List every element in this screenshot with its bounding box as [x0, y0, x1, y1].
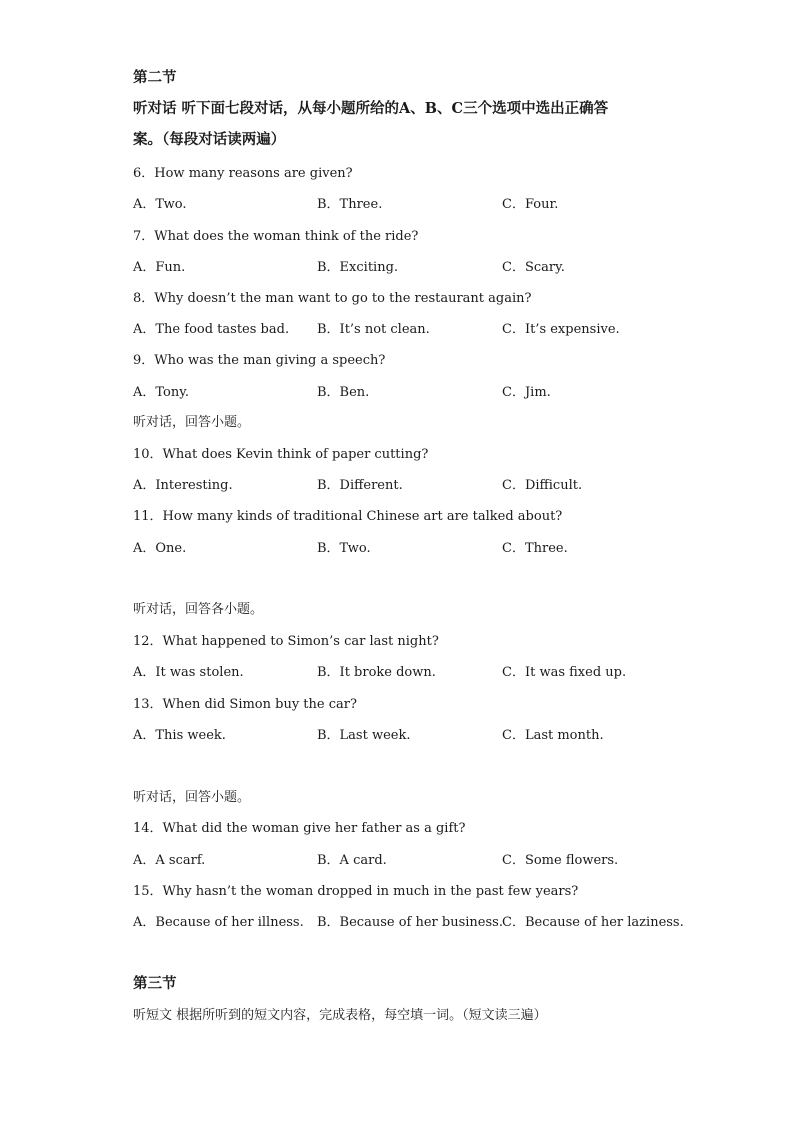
- question-8-option-b: B．It’s not clean.: [317, 322, 430, 337]
- section-2-title: 第二节: [133, 69, 177, 86]
- question-8-option-c: C．It’s expensive.: [502, 322, 620, 337]
- question-13-option-b: B．Last week.: [317, 728, 411, 743]
- question-10-option-a: A．Interesting.: [133, 478, 233, 493]
- question-10-stem: 10．What does Kevin think of paper cutting?: [133, 447, 429, 462]
- question-6-option-a: A．Two.: [133, 197, 187, 212]
- question-14-option-c: C．Some flowers.: [502, 853, 619, 868]
- question-13-option-c: C．Last month.: [502, 728, 604, 743]
- section-3-instruction: 听短文 根据所听到的短文内容，完成表格，每空填一词。（短文读三遍）: [133, 1008, 547, 1023]
- question-9-option-a: A．Tony.: [133, 385, 189, 400]
- section-2-instruction-line-2: 案。（每段对话读两遍）: [133, 131, 286, 148]
- question-9-option-b: B．Ben.: [317, 385, 370, 400]
- question-13-option-a: A．This week.: [133, 728, 226, 743]
- section-2-instruction-line-1: 听对话 听下面七段对话，从每小题所给的A、B、C三个选项中选出正确答: [133, 100, 609, 117]
- question-8-option-a: A．The food tastes bad.: [133, 322, 290, 337]
- question-10-option-b: B．Different.: [317, 478, 403, 493]
- question-11-stem: 11．How many kinds of traditional Chinese art are talked about?: [133, 509, 563, 524]
- question-12-option-c: C．It was fixed up.: [502, 665, 627, 680]
- question-7-option-a: A．Fun.: [133, 260, 186, 275]
- question-14-option-b: B．A card.: [317, 853, 387, 868]
- dialogue-prompt-2: 听对话，回答各小题。: [133, 602, 264, 617]
- question-9-stem: 9．Who was the man giving a speech?: [133, 353, 386, 368]
- dialogue-prompt-3: 听对话，回答小题。: [133, 790, 251, 805]
- question-6-option-b: B．Three.: [317, 197, 383, 212]
- question-15-option-c: C．Because of her laziness.: [502, 915, 684, 930]
- question-10-option-c: C．Difficult.: [502, 478, 583, 493]
- question-6-option-c: C．Four.: [502, 197, 559, 212]
- question-15-stem: 15．Why hasn’t the woman dropped in much in the past few years?: [133, 884, 579, 899]
- question-11-option-b: B．Two.: [317, 541, 371, 556]
- dialogue-prompt-1: 听对话，回答小题。: [133, 415, 251, 430]
- section-3-title: 第三节: [133, 975, 177, 992]
- question-11-option-a: A．One.: [133, 541, 187, 556]
- question-12-option-b: B．It broke down.: [317, 665, 436, 680]
- question-14-option-a: A．A scarf.: [133, 853, 206, 868]
- question-7-option-c: C．Scary.: [502, 260, 565, 275]
- question-7-stem: 7．What does the woman think of the ride?: [133, 229, 419, 244]
- question-6-stem: 6．How many reasons are given?: [133, 166, 353, 181]
- question-13-stem: 13．When did Simon buy the car?: [133, 697, 357, 712]
- question-12-option-a: A．It was stolen.: [133, 665, 244, 680]
- question-8-stem: 8．Why doesn’t the man want to go to the restaurant again?: [133, 291, 532, 306]
- question-9-option-c: C．Jim.: [502, 385, 551, 400]
- question-7-option-b: B．Exciting.: [317, 260, 399, 275]
- question-12-stem: 12．What happened to Simon’s car last night?: [133, 634, 439, 649]
- question-15-option-a: A．Because of her illness.: [133, 915, 304, 930]
- question-14-stem: 14．What did the woman give her father as a gift?: [133, 821, 466, 836]
- question-15-option-b: B．Because of her business.: [317, 915, 503, 930]
- question-11-option-c: C．Three.: [502, 541, 568, 556]
